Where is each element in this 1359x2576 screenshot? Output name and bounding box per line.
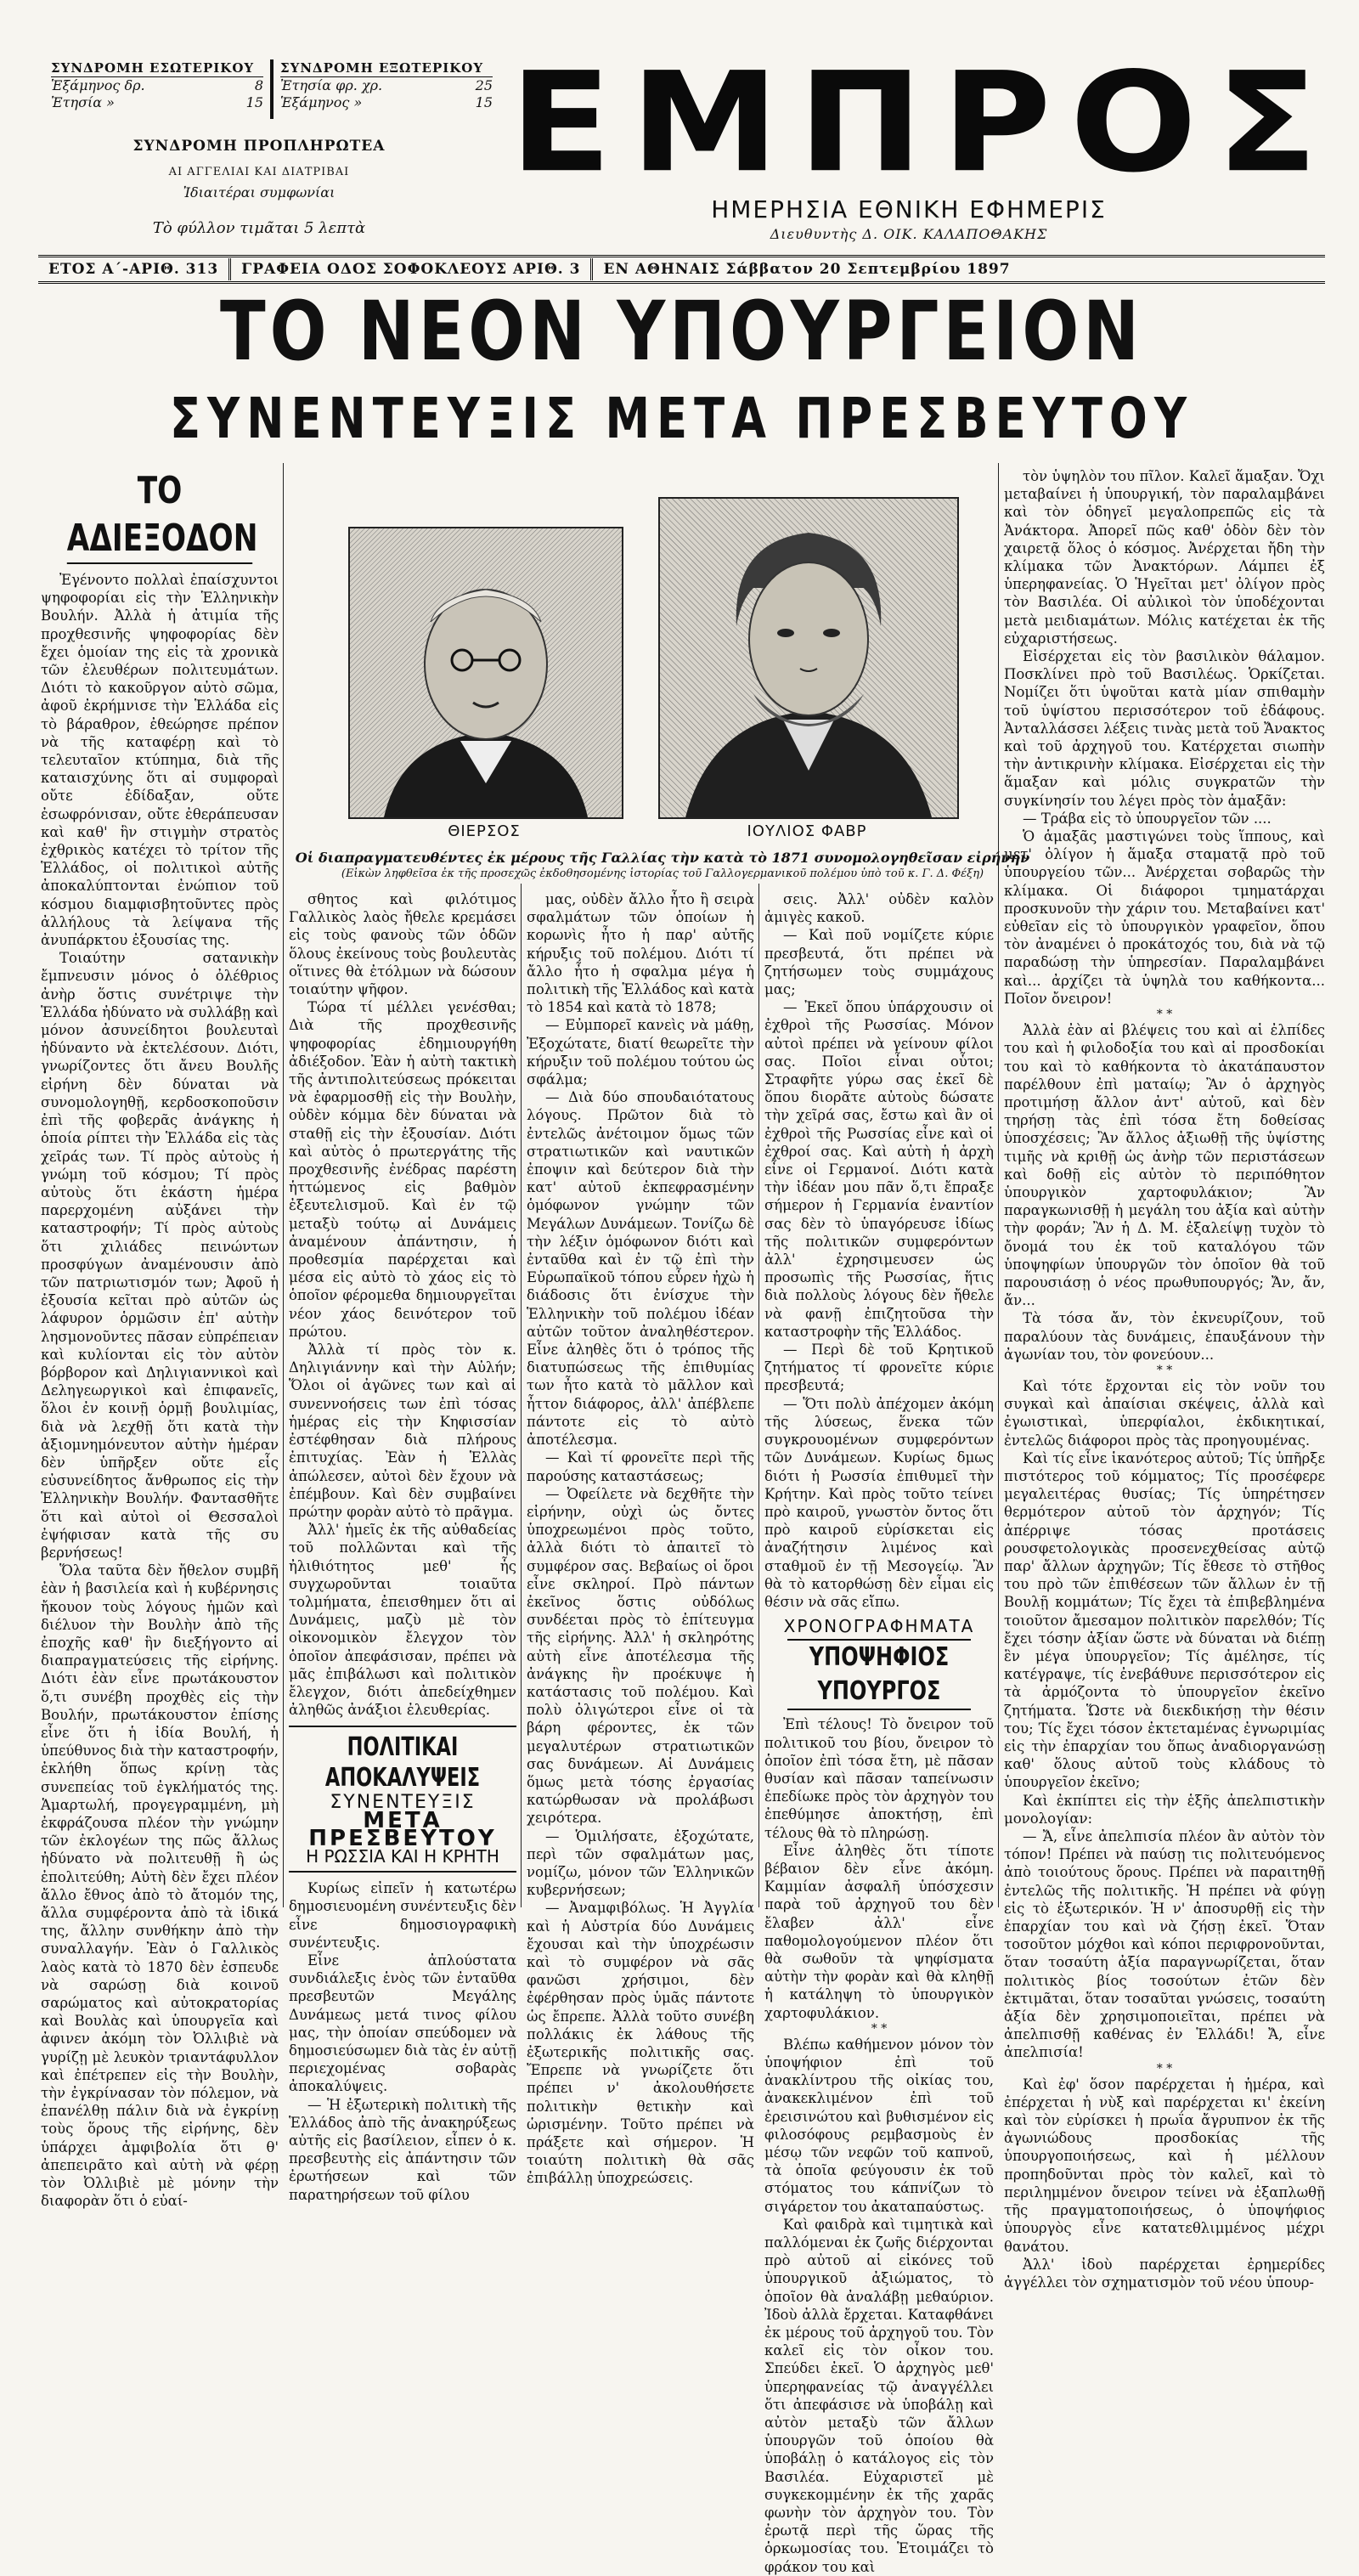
paragraph: Καὶ ἐφ' ὅσον παρέρχεται ἡ ἡμέρα, καὶ ἐπέρχεται ἡ νὺξ καὶ παρέρχεται κι' ἐκείνη καὶ τὸν εὑρίσκει ἡ πρωΐα ἄγρυπνον ἐκ τῆς ἀγωνιώδους προσδοκίας τῆς ὑπουργοποιήσεως, καὶ ἡ μέλλουν προπηδοῦνται πρὸς τὸν καλεῖ, καὶ τὸ περιλημμένον ὄνειρον τείνει νὰ ἐξαπλωθῇ τῆς πραγματοποιήσεως, ὁ ὑποψήφιος ὑπουργὸς εἶνε κατατεθλιμμένος μέχρι θανάτου. <box>1004 2076 1325 2255</box>
column-rule <box>521 884 522 1907</box>
paragraph: Ἀλλὰ τί πρὸς τὸν κ. Δηλιγιάννην καὶ τὴν Αὐλήν; Ὅλοι οἱ ἀγῶνες των καὶ αἱ συνεννοήσεις των ἐπὶ τόσας ἡμέρας εἰς τὴν Κηφισσίαν ἐστέφθησαν διὰ πλήρους ἐπιτυχίας. Ἐὰν ἡ Ἑλλὰς ἀπώλεσεν, αὐτοὶ δὲν ἔχουν νὰ ἐπέμβουν. Καὶ δὲν συμβαίνει πρώτην φορὰν αὐτὸ τὸ πρᾶγμα. <box>289 1342 516 1520</box>
issue-date: ΕΝ ΑΘΗΝΑΙΣ Σάββατον 20 Σεπτεμβρίου 1897 <box>603 261 1011 278</box>
portrait-thiers-engraving <box>350 528 622 817</box>
section-subtitle: ΣΥΝΕΝΤΕΥΞΙΣ <box>330 1792 476 1814</box>
subscription-label: Ἐτησία φρ. χρ. <box>280 77 383 93</box>
column-rule <box>283 463 284 1907</box>
subscription-prepaid: ΣΥΝΔΡΟΜΗ ΠΡΟΠΛΗΡΩΤΕΑ <box>133 138 386 155</box>
subscription-label: Ἑξάμηνος » <box>280 94 363 110</box>
column-2 <box>289 890 516 2203</box>
paragraph: Εἶνε ἀπλούστατα συνδιάλεξις ἑνὸς τῶν ἐνταῦθα πρεσβευτῶν Μεγάλης Δυνάμεως μετά τινος φίλου μας, τὴν ὁποίαν σπεύδομεν νὰ δημοσιεύσωμεν διὰ τὰς ἐν αὐτῇ περιεχομένας σοβαρὰς ἀποκαλύψεις. <box>289 1952 516 2095</box>
separator-stars: * * <box>871 2021 888 2036</box>
newspaper-logo: ΕΜΠΡΟΣ <box>510 42 1337 203</box>
column-4 <box>764 890 994 2575</box>
newspaper-subtitle: ΗΜΕΡΗΣΙΑ ΕΘΝΙΚΗ ΕΦΗΜΕΡΙΣ <box>711 195 1107 223</box>
portrait-favre <box>658 497 959 819</box>
subscription-row <box>280 94 493 111</box>
paragraph: — Ἄ, εἶνε ἀπελπισία πλέον ἂν αὐτὸν τὸν τόπον! Πρέπει νὰ παύσῃ τις πολιτευόμενος ἀπὸ τοιούτους ὅρους. Πρέπει νὰ παραιτηθῇ ἐντελῶς τῆς πολιτικῆς. Ἡ πρέπει νὰ φύγῃ εἰς τὸ ἐξωτερικόν. Ἡ ν' ἀποσυρθῇ εἰς τὴν ἐπαρχίαν του καὶ νὰ ζήσῃ ἐκεῖ. Ὅταν τοσοῦτον μόχθοι καὶ κόποι περιφρονοῦνται, ὅταν τοσαύτη ἀξία παραγνωρίζεται, ὅταν πολιτικὸς βίος τοσούτων ἐτῶν δὲν ἐκτιμᾶται, ὅταν τοσαῦται γνώσεις, τοσαύτη ἀξία δὲν χρησιμοποιεῖται, πρέπει νὰ ἀπελπισθῇ καθένας ἐν Ἑλλάδι! Ἄ, εἶνε ἀπελπισία! <box>1004 1828 1325 2061</box>
paragraph: Ἐγένοντο πολλαὶ ἐπαίσχυντοι ψηφοφορίαι εἰς τὴν Ἑλληνικὴν Βουλήν. Ἀλλὰ ἡ ἀτιμία τῆς προχθεσινῆς ψηφοφορίας δὲν ἔχει ὁμοίαν της εἰς τὰ χρονικὰ τῶν ἐλευθέρων πολιτευμάτων. Διότι τὸ κακοῦργον αὐτὸ σῶμα, ἀφοῦ ἐκρήμνισε τὴν Ἑλλάδα εἰς τὸ βάραθρον, ἐθεώρησε πρέπον νὰ τῆς καταφέρῃ καὶ τὸ τελευταῖον κτύπημα, διὰ τῆς καταισχύνης ὅτι αἱ συμφοραὶ οὔτε ἐδίδαξαν, οὔτε ἐσωφρόνισαν, οὔτε ἐθεράπευσαν καὶ καθ' ἣν στιγμὴν στρατὸς ἐχθρικὸς κατέχει τὸ τρίτον τῆς Ἑλλάδος, οἱ πολιτικοὶ αὐτῆς ἀποκαλύπτονται ἐνώπιον τοῦ κόσμου διαμφισβητοῦντες πρὸς ἀλλήλους τὰ λείψανα τῆς ἀνυπάρκτου ἐξουσίας της. <box>41 572 279 949</box>
office-address: ΓΡΑΦΕΙΑ ΟΔΟΣ ΣΟΦΟΚΛΕΟΥΣ ΑΡΙΘ. 3 <box>241 261 581 278</box>
paragraph: — Εὐμπορεῖ κανεὶς νὰ μάθῃ, Ἐξοχώτατε, διατί θεωρεῖτε τὴν κήρυξιν τοῦ πολέμου τούτου ὡς σφάλμα; <box>527 1017 754 1088</box>
paragraph: — Καὶ ποῦ νομίζετε κύριε πρεσβευτά, ὅτι πρέπει νὰ ζητήσωμεν τοὺς συμμάχους μας; <box>764 927 994 998</box>
paragraph: Ὁ ἁμαξᾶς μαστιγώνει τοὺς ἵππους, καὶ μετ' ὀλίγον ἡ ἅμαξα σταματᾷ πρὸ τοῦ ὑπουργείου τῶν... Ἀνέρχεται σοβαρῶς τὴν κλίμακα. Οἱ διάφοροι τμηματάρχαι προσκυνοῦν τὴν χάριν του. Μεταβαίνει κατ' εὐθεῖαν εἰς τὸ ὑπουργικὸν γραφεῖον, ὅπου τὸν ἀναμένει ὁ προκάτοχός του, διὰ νὰ τῷ παραδώσῃ τὴν ὑπηρεσίαν. Παραλαμβάνει καὶ... ἀρχίζει τὰ ὑψηλὰ του καθήκοντα... Ποῖον ὄνειρον! <box>1004 828 1325 1007</box>
column-rule <box>758 884 759 1907</box>
subscription-row <box>51 77 263 94</box>
column-1 <box>41 467 279 2210</box>
newspaper-director: Διευθυντὴς Δ. ΟΙΚ. ΚΑΛΑΠΟΘΑΚΗΣ <box>770 226 1048 242</box>
paragraph: — Τράβα εἰς τὸ ὑπουργεῖον τῶν .... <box>1023 810 1272 827</box>
article-title: ΤΟ ΑΔΙΕΞΟΔΟΝ <box>67 467 252 564</box>
paragraph: — Διὰ δύο σπουδαιότατους λόγους. Πρῶτον διὰ τὸ ἐντελῶς ἀνέτοιμον ὅμως τῶν στρατιωτικῶν καὶ ναυτικῶν ἐποψιν καὶ δεύτερον διὰ τὴν κατ' αὐτοῦ ἐκπεφρασμένην ὁμόφωνον γνώμην τῶν Μεγάλων Δυνάμεων. Τονίζω δὲ τὴν λέξιν ὁμόφωνον διότι καὶ ἐνταῦθα καὶ ἐν τῷ ἐπὶ τὴν Εὐρωπαϊκοῦ τόπου εὗρεν ἠχὼ ἡ διάδοσις ὅτι ἐνίσχυε τὴν Ἑλληνικὴν τοῦ πολέμου ἰδέαν αὐτῶν τοῦτον ἀναληθέστερον. Εἶνε ἀληθὲς ὅτι ὁ τρόπος τῆς διατυπώσεως τῆς ἐπιθυμίας των ἦτο κατὰ τὸ μᾶλλον καὶ ἦττον διάφορος, ἀλλ' ἀπέβλεπε πάντοτε εἰς τὸ αὐτὸ ἀποτέλεσμα. <box>527 1089 754 1449</box>
paragraph: — Ἐκεῖ ὅπου ὑπάρχουσιν οἱ ἐχθροὶ τῆς Ρωσσίας. Μόνον αὐτοὶ πρέπει νὰ γείνουν φίλοι σας. Ποῖοι εἶναι οὗτοι; Στραφῆτε γύρω σας ἐκεῖ δὲ ὅπου διορᾶτε αὐτοὺς δώσατε τὴν χεῖρά σας, ἔστω καὶ ἂν οἱ ἐχθροὶ τῆς Ρωσσίας εἶνε καὶ οἱ ἐχθροί σας. Καὶ αὐτὴ ἡ ἀρχὴ εἶνε οἱ Γερμανοί. Διότι κατὰ τὴν ἰδέαν μου πᾶν ὅ,τι ἔπραξε σήμερον ἡ Γερμανία ἐναντίον σας δὲν τὸ ὑπαγόρευσε ἰδίως τῆς πολιτικῶν συμφερόντων ἀλλ' ἐχρησιμευσεν ὡς προσωπὶς τῆς Ρωσσίας, ἥτις διὰ πολλοὺς λόγους δὲν ἤθελε νὰ φανῇ ἐπιζητοῦσα τὴν καταστροφὴν τῆς Ἑλλάδος. <box>764 999 994 1340</box>
paragraph: — Ὅτι πολὺ ἀπέχομεν ἀκόμη τῆς λύσεως, ἕνεκα τῶν συγκρουομένων συμφερόντων τῶν Δυνάμεων. Κυρίως δμως διότι ἡ Ρωσσία ἐπιθυμεῖ τὴν Κρήτην. Καὶ πρὸς τοῦτο τείνει πρὸ καιροῦ, γνωστὸν ὄντος ὅτι πρὸ καιροῦ εὑρίσκεται εἰς ἀναζήτησιν λιμένος καὶ σταθμοῦ ἐν τῇ Μεσογείῳ. Ἂν θὰ τὸ κατορθώσῃ δὲν εἶμαι εἰς θέσιν νὰ σᾶς εἴπω. <box>764 1395 994 1610</box>
paragraph: Ἀλλ' ἡμεῖς ἐκ τῆς αὐθαδείας τοῦ πολλῶνται καὶ τῆς ἠλιθιότητος μεθ' ἧς συγχωροῦνται τοιαῦτα τολμήματα, ἐπεισθημεν ὅτι αἱ Δυνάμεις, μαζὺ μὲ τὸν οἰκονομικὸν ἔλεγχον τὸν ὁποῖον ἀπεφάσισαν, πρέπει νὰ μᾶς ἐπιβάλωσι καὶ πολιτικὸν ἔλεγχον, διότι ἀπεδείχθημεν ἀληθῶς ἀνάξιοι ἐλευθερίας. <box>289 1522 516 1719</box>
paragraph: — Ὁμιλήσατε, ἐξοχώτατε, περὶ τῶν σφαλμάτων μας, νομίζω, μόνον τῶν Ἑλληνικῶν κυβερνήσεων; <box>527 1827 754 1899</box>
subscription-value: 15 <box>475 94 493 110</box>
paragraph: Βλέπω καθήμενον μόνον τὸν ὑποψήφιον ἐπὶ τοῦ ἀνακλίντρου τῆς οἰκίας του, ἀνακεκλιμένον ἐπὶ τοῦ ἐρεισινώτου καὶ βυθισμένον εἰς φιλοσόφους ρεμβασμοὺς ἐν μέσῳ τῶν νεφῶν τοῦ καπνοῦ, τὰ ὁποῖα φεύγουσιν ἐκ τοῦ στόματος του κάπνίζων τὸ σιγάρετον του ἀκαταπαύστως. <box>764 2036 994 2215</box>
separator-stars: * * <box>1156 2061 1173 2076</box>
subscription-value: 15 <box>245 94 263 110</box>
column-5 <box>1004 467 1325 2291</box>
paragraph: — Ἡ ἐξωτερικὴ πολιτικὴ τῆς Ἑλλάδος ἀπὸ τῆς ἀνακηρύξεως αὐτῆς εἰς βασίλειον, εἶπεν ὁ κ. πρεσβευτὴς εἰς ἀπάντησιν τῶν ἐρωτήσεων καὶ τῶν παρατηρήσεων τοῦ φίλου <box>289 2096 516 2203</box>
paragraph: Καὶ τότε ἔρχονται εἰς τὸν νοῦν του συγκαὶ καὶ ἀπαίσιαι σκέψεις, ἀλλὰ καὶ ἐγωιστικαὶ, ὑπερφίαλοι, ἐκδικητικαί, ἐντελῶς διάφοροι πρὸς τὰς προηγουμένας. <box>1004 1377 1325 1449</box>
subscription-external <box>280 59 493 111</box>
paragraph: Καὶ τίς εἶνε ἱκανότερος αὐτοῦ; Τίς ὑπῆρξε πιστότερος τοῦ κόμματος; Τίς προσέφερε μεγαλειτέρας θυσίας; Τίς ὑπηρέτησεν θερμότερον αὐτοῦ τὸν ἀρχηγόν; Τίς ἀπέρριψε τόσας προτάσεις ρουσφετολογικὰς προσενεχθείσας αὐτῷ παρ' ἄλλων ἀρχηγῶν; Τίς ἔθεσε τὸ στῆθος του πρὸ τῶν ἐπιθέσεων τῶν ἄλλων ἐν τῇ Βουλῇ κομμάτων; Τίς ἔχει τὰ ἐπιβεβλημένα τοιοῦτον ἄμεσαμον πολιτικὸν παρελθόν; Τίς ἔχει τόσην ἀξίαν ὥστε νὰ δύναται νὰ διέπῃ ἓν μέγα ὑπουργεῖον; Τίς ἀμέλησε, τίς κατέγραψε, τίς ἐνεβάθυνε περισσότερον εἰς τὰ ἀρμόζοντα τὸ ὑπουργεῖον ἐκεῖνο ζητήματα. Ὥστε νὰ διεκδικήσῃ τὴν θέσιν του; Τίς ἔχει τόσον ἐκτεταμένας ἐγνωριμίας εἰς τὴν ἐπαρχίαν του ὅπως ἀναδιοργανώσῃ καθ' ὅλους αὐτοῦ τοὺς κλάδους τὸ ὑπουργεῖον ἐκεῖνο; <box>1004 1449 1325 1791</box>
subscription-value: 25 <box>475 77 493 93</box>
main-headline: ΤΟ ΝΕΟΝ ΥΠΟΥΡΓΕΙΟΝ <box>220 284 1143 379</box>
subscription-external-head: ΣΥΝΔΡΟΜΗ ΕΞΩΤΕΡΙΚΟΥ <box>280 59 493 77</box>
paragraph: — Ἀναμφιβόλως. Ἡ Ἀγγλία καὶ ἡ Αὐστρία δύο Δυνάμεις ἔχουσαι καὶ τὴν ὑποχρέωσιν καὶ τὸ συμφέρον νὰ σᾶς φανῶσι χρήσιμοι, δὲν ἐφέρθησαν πρὸς ὑμᾶς πάντοτε ὡς ἔπρεπε. Ἀλλὰ τοῦτο συνέβη πολλάκις ἐκ λάθους τῆς ἐξωτερικῆς πολιτικῆς σας. Ἔπρεπε νὰ γνωρίζετε ὅτι πρέπει ν' ἀκολουθήσετε πολιτικὴν θετικὴν καὶ ὡρισμένην. Τοῦτο πρέπει νὰ πράξετε καὶ σήμερον. Ἡ τοιαύτη πολιτικὴ θὰ σᾶς ἐπιβάλλῃ ὑποχρεώσεις. <box>527 1900 754 2187</box>
paragraph: — Ὀφείλετε νὰ δεχθῆτε τὴν εἰρήνην, οὐχὶ ὡς ὄντες ὑποχρεωμένοι πρὸς τοῦτο, ἀλλὰ διότι τὸ ἀπαιτεῖ τὸ συμφέρον σας. Βεβαίως οἱ ὅροι εἶνε σκληροί. Πρὸ πάντων ἐκεῖνος ὅστις οὐδόλως συνδέεται πρὸς τὸ ἐπίτευγμα τῆς εἰρήνης. Ἀλλ' ἡ σκληρότης αὐτὴ εἶνε ἀποτέλεσμα τῆς ἀνάγκης ἣν προέκυψε ἡ κατάστασις τοῦ πολέμου. Καὶ πολὺ ὀλιγώτεροι εἶνε οἱ τὰ βάρη φέροντες, ἐκ τῶν μεγαλυτέρων στρατιωτικῶν σας δυνάμεων. Αἱ Δυνάμεις ὅμως μετὰ τόσης ἐργασίας κατώρθωσαν νὰ προλάβωσι χειρότερα. <box>527 1485 754 1827</box>
portrait-favre-engraving <box>660 499 957 817</box>
paragraph: Ἀλλ' ἰδοὺ παρέρχεται ἐρημερίδες ἀγγέλλει τὸν σχηματισμὸν τοῦ νέου ὑπουρ- <box>1004 2256 1325 2291</box>
masthead-divider <box>270 59 273 119</box>
separator-stars: * * <box>1156 1363 1173 1377</box>
paragraph: τὸν ὑψηλὸν του πῖλον. Καλεῖ ἅμαξαν. Ὄχι μεταβαίνει ἡ ὑπουργική, τὸν παραλαμβάνει καὶ τὸν ὁδηγεῖ μεγαλοπρεπῶς εἰς τὰ Ἀνάκτορα. Ἀπορεῖ πῶς καθ' ὁδὸν δὲν τὸν χαιρετᾷ ὅλος ὁ κόσμος. Ἀνέρχεται ἤδη τὴν κλίμακα τῶν Ἀνακτόρων. Λάμπει ἐξ ὑπερηφανείας. Ὁ Ἡγεῖται μετ' ὀλίγον πρὸς τὸν Βασιλέα. Οἱ αὐλικοὶ τὸν ὑποδέχονται μετὰ μειδιαμάτων. Μόλις κατέχεται ἐκ τῆς εὐχαριστήσεως. <box>1004 468 1325 647</box>
paragraph: Καὶ ἐκπίπτει εἰς τὴν ἑξῆς ἀπελπιστικὴν μονολογίαν: <box>1004 1792 1325 1827</box>
section-subtitle-2: ΜΕΤΑ ΠΡΕΣΒΕΥΤΟΥ <box>308 1807 497 1851</box>
paragraph: μας, οὐδὲν ἄλλο ἦτο ἢ σειρὰ σφαλμάτων τῶν ὁποίων ἡ κορωνὶς ἦτο ἡ παρ' αὐτῆς κήρυξις τοῦ πολέμου. Διότι τί ἄλλο ἦτο ἡ σφαλμα μέγα ἡ πολιτικὴ τῆς Ἑλλάδος καὶ κατὰ τὸ 1854 καὶ κατὰ τὸ 1878; <box>527 891 754 1016</box>
section-title: ΠΟΛΙΤΙΚΑΙ ΑΠΟΚΑΛΥΨΕΙΣ <box>324 1732 481 1794</box>
paragraph: Καὶ φαιδρὰ καὶ τιμητικὰ καὶ παλλόμεναι ἐκ ζωῆς διέρχονται πρὸ αὐτοῦ αἱ εἰκόνες τοῦ ὑπουργικοῦ ἀξιώματος, τὸ ὁποῖον θὰ ἀναλάβῃ μεθαύριον. Ἰδοὺ ἀλλὰ ἔρχεται. Καταφθάνει ἐκ μέρους τοῦ ἀρχηγοῦ του. Τὸν καλεῖ εἰς τὸν οἶκον του. Σπεύδει ἐκεῖ. Ὁ ἀρχηγὸς μεθ' ὑπερηφανείας τῷ ἀναγγέλλει ὅτι ἀπεφάσισε νὰ ὑποβάλῃ καὶ αὐτὸν μεταξὺ τῶν ἄλλων ὑπουργῶν τοῦ ὁποίου θὰ ὑποβάλῃ ὁ κατάλογος εἰς τὸν Βασιλέα. Εὐχαριστεῖ μὲ συγκεκομμένην ἐκ τῆς χαρᾶς φωνὴν τὸν ἀρχηγὸν του. Τὸν ἐρωτᾷ περὶ τῆς ὥρας τῆς ὁρκωμοσίας του. Ἑτοιμάζει τὸ φράκον του καὶ <box>764 2216 994 2575</box>
subscription-row <box>280 77 493 94</box>
paragraph: Τὰ τόσα ἄν, τὸν ἐκνευρίζουν, τοῦ παραλύουν τὰς δυνάμεις, ἐπαυξάνουν τὴν ἀγωνίαν του, τὸν φονεύουν... <box>1004 1310 1325 1363</box>
paragraph: Κυρίως εἰπεῖν ἡ κατωτέρω δημοσιευομένη συνέντευξις δὲν εἶνε δημοσιογραφικὴ συνέντευξις. <box>289 1880 516 1951</box>
column-rule <box>998 463 999 1907</box>
column-3 <box>527 890 754 2187</box>
portrait-right-name: ΙΟΥΛΙΟΣ ΦΑΒΡ <box>747 822 867 840</box>
article-title: ΥΠΟΨΗΦΙΟΣ ΥΠΟΥΡΓΟΣ <box>787 1639 971 1710</box>
paragraph: Εἶνε ἀληθὲς ὅτι τίποτε βέβαιον δὲν εἶνε ἀκόμη. Καμμίαν ἀσφαλῆ ὑπόσχεσιν παρὰ τοῦ ἀρχηγοῦ του δὲν ἔλαβεν ἀλλ' εἶνε παθομολογούμενον πλέον ὅτι θὰ σωθοῦν τὰ ψηφίσματα αὐτὴν τὴν φορὰν καὶ θὰ κληθῇ ἡ κατάληψη τὸ ὑπουργικὸν χαρτοφυλάκιον. <box>764 1842 994 2021</box>
section-title: ΧΡΟΝΟΓΡΑΦΗΜΑΤΑ <box>783 1616 975 1637</box>
subscription-internal-head: ΣΥΝΔΡΟΜΗ ΕΣΩΤΕΡΙΚΟΥ <box>51 59 263 77</box>
paragraph: Ἐπὶ τέλους! Τὸ ὄνειρον τοῦ πολιτικοῦ του βίου, ὄνειρον τὸ ὁποῖον ἐπὶ τόσα ἔτη, μὲ πᾶσαν θυσίαν καὶ πᾶσαν ταπείνωσιν ἐπεδίωκε πρὸς τὸν ἀρχηγὸν του ἐπεθύμησε ἀποκτήσῃ, ἐπὶ τέλους θὰ τὸ πληρώσῃ. <box>764 1716 994 1841</box>
paragraph: — Καὶ τί φρονεῖτε περὶ τῆς παρούσης καταστάσεως; <box>527 1449 754 1484</box>
subscription-row <box>51 94 263 111</box>
special-agreements: Ἰδιαιτέραι συμφωνίαι <box>183 184 336 201</box>
portrait-caption-source: (Εἰκὼν ληφθεῖσα ἐκ τῆς προσεχῶς ἐκδοθησομένης ἱστορίας τοῦ Γαλλογερμανικοῦ πολέμου ὑπὸ τοῦ κ. Γ. Δ. Φέξη) <box>341 867 984 880</box>
paragraph: Ἀλλὰ ἐὰν αἱ βλέψεις του καὶ αἱ ἐλπίδες του καὶ ἡ φιλοδοξία του καὶ αἱ προσδοκίαι του καὶ τὸ καθήκοντα τὸ ἀκατάπαυστον παρέλθουν ἐπὶ ματαίῳ; Ἂν ὁ ἀρχηγὸς προτιμήσῃ ἄλλον ἀντ' αὐτοῦ, καὶ δὲν τηρήσῃ τὰς ἐπὶ τόσα ἔτη δοθείσας ὑποσχέσεις; Ἂν ἄλλος ἀξιωθῇ τῆς ὑψίστης τιμῆς νὰ κριθῇ ὡς ἀνὴρ τῶν περιστάσεων καὶ δοθῇ εἰς αὐτὸν τὸ περιπόθητον ὑπουργικὸν χαρτοφυλάκιον; Ἂν παραγκωνισθῇ ἡ μεγάλη του ἀξία καὶ αὐτὴν τὴν φοράν; Ἂν ἡ Δ. Μ. ἐξαλείψῃ τυχὸν τὸ ὄνομά του ἐκ τοῦ καταλόγου τῶν ὑποψηφίων ὑπουργῶν τὸν ὁποῖον θὰ τοῦ παρουσιάσῃ ὁ νέος πρωθυπουργός; Ἄν, ἄν, ἄν... <box>1004 1022 1325 1309</box>
subscription-internal <box>51 59 263 111</box>
sub-headline: ΣΥΝΕΝΤΕΥΞΙΣ ΜΕΤΑ ΠΡΕΣΒΕΥΤΟΥ <box>169 386 1194 451</box>
section-header-box <box>289 1726 516 1873</box>
masthead <box>34 42 1337 242</box>
paragraph: Τοιαύτην σατανικὴν ἔμπνευσιν μόνος ὁ ὀλέθριος ἀνὴρ ὅστις συνέτριψε τὴν Ἑλλάδα ἠδύνατο νὰ συλλάβῃ καὶ μόνον ἀσυνείδητοι βουλευταὶ ἠδύναντο νὰ ἐκτελέσουν. Διότι, γνωρίζοντες ὅτι ἄνευ Βουλῆς εἰρήνη δὲν δύναται νὰ συνομολογηθῇ, κερδοσκοποῦσιν ἐπὶ τῆς φοβερᾶς ἀνάγκης ἡ ὁποία ρίπτει τὴν Ἑλλάδα εἰς τὰς χεῖράς των. Τί πρὸς αὐτοὺς ἡ γνώμη τοῦ κόσμου; Τί πρὸς αὐτοὺς ὅτι ἑκάστη ἡμέρα παρερχομένη αὐξάνει τὴν καταστροφήν; Τί πρὸς αὐτοὺς ὅτι χιλιάδες πεινώντων προσφύγων ἀναμένουσιν ἀπὸ τῶν πατριωτισμόν των; Ἀφοῦ ἡ ἐξουσία κεῖται πρὸ αὐτῶν ὡς λάφυρον ὁρμῶσιν ἐπ' αὐτὴν λησμονοῦντες πᾶσαν εὐπρέπειαν καὶ κυλίονται εἰς τὸν αὐτὸν βόρβορον καὶ Δηλιγιαννικοὶ καὶ Δεληγεωργικοὶ καὶ ἐπιφανεῖς, ὅλοι ἐν κοινῇ ὁρμῇ βουλιμίας, διὰ νὰ λεχθῇ ὅτι κατὰ τὴν ἀξιομνημόνευτον αὐτὴν ἡμέραν δὲν ὑπῆρξεν οὔτε εἷς εὐσυνείδητος ἄνθρωπος εἰς τὴν Ἑλληνικὴν Βουλήν. Φαντασθῆτε ὅτι καὶ αὐτοὶ οἱ Θεσσαλοὶ ἐψήφισαν κατὰ τῆς συ βερνήσεως! <box>41 950 279 1561</box>
paragraph: Εἰσέρχεται εἰς τὸν βασιλικὸν θάλαμον. Ποσκλίνει πρὸ τοῦ Βασιλέως. Ὁρκίζεται. Νομίζει ὅτι ὑψοῦται κατὰ μίαν σπιθαμὴν τοῦ ὑψίστου περισσότερον τοῦ ἐδάφους. Ἀνταλλάσσει λέξεις τινὰς μετὰ τοῦ Ἄνακτος καὶ τοῦ ἀρχηγοῦ του. Κατέρχεται σιωπὴν τὴν ἀντικρινὴν κλίμακα. Εἰσέρχεται εἰς τὴν ἅμαξαν καὶ μόλις συγκρατῶν τὴν συγκίνησίν του λέγει πρὸς τὸν ἁμαξᾶν: <box>1004 648 1325 809</box>
paragraph: σεις. Ἀλλ' οὐδὲν καλὸν ἀμιγὲς κακοῦ. <box>764 891 994 926</box>
paragraph: Ὅλα ταῦτα δὲν ἤθελον συμβῆ ἐὰν ἡ βασιλεία καὶ ἡ κυβέρνησις ἤκουον τοὺς λόγους ἡμῶν καὶ διέλυον τὴν Βουλὴν ἀπὸ τῆς ἐποχῆς καθ' ἣν διεξήγοντο αἱ διαπραγματεύσεις τῆς εἰρήνης. Διότι ἐὰν εἶνε πρωτάκουστον ὅ,τι συνέβη προχθὲς εἰς τὴν Βουλήν, πρωτάκουστον ἐπίσης εἶνε ὅτι ἡ ἰδία Βουλή, ἡ ὑπεύθυνος διὰ τὴν καταστροφήν, ἐκλήθη ὅπως κρίνῃ τὰς συνεπείας τοῦ ἐγκλήματός της. Ἁμαρτωλή, προγεγραμμένη, μὴ ἐκφράζουσα πλέον τὴν γνώμην τῶν ἐκλογέων της πῶς ἄλλως ἠδύνατο νὰ πολιτευθῇ ἢ ὡς ἐπολιτεύθη; Αὐτὴ δὲν ἔχει πλέον ἄλλο ἔθνος ἀπὸ τὸ ἄτομόν της, ἄλλα συμφέροντα ἀπὸ τὰ ἰδικά της, ἄλλην συνθήκην ἀπὸ τὴν συναλλαγήν. Ἐὰν ὁ Γαλλικὸς λαὸς κατὰ τὸ 1870 δὲν ἐσπευδε νὰ σαρώσῃ διὰ κοινοῦ σαρώματος καὶ αὐτοκρατορίας καὶ Βουλὰς καὶ ὑπουργεῖα καὶ ἀφινεν ἀκόμη τὸν Ὀλλιβιὲ νὰ γυρίζῃ μὲ λευκὸν τριαντάφυλλον καὶ ἐπέτρεπεν εἰς τὴν Βουλὴν, τὴν ἐγκρίνασαν τὸν πόλεμον, νὰ ἐπανέλθῃ πάλιν διὰ νὰ ἐγκρίνῃ τοὺς ὅρους τῆς εἰρήνης, δὲν ὑπάρχει ἀμφιβολία ὅτι θ' ἀπεπειρᾶτο καὶ αὐτὴ νὰ φέρῃ τὸν Ὀλλιβιὲ μὲ μόνην τὴν διαφορὰν ὅτι ὁ εὐαί- <box>41 1562 279 2210</box>
paragraph: σθητος καὶ φιλότιμος Γαλλικὸς λαὸς ἤθελε κρεμάσει εἰς τοὺς φανοὺς τῶν ὁδῶν ὅλους ἐκείνους τοὺς βουλευτὰς οἵτινες θὰ ἐτόλμων νὰ δώσουν τοιαύτην ψῆφον. <box>289 891 516 998</box>
subscription-label: Ἑξάμηνος δρ. <box>51 77 145 93</box>
portrait-left-name: ΘΙΕΡΣΟΣ <box>448 822 521 840</box>
separator-stars: * * <box>1156 1008 1173 1022</box>
ads-notice: ΑΙ ΑΓΓΕΛΙΑΙ ΚΑΙ ΔΙΑΤΡΙΒΑΙ <box>168 166 350 178</box>
paragraph: Τώρα τί μέλλει γενέσθαι; Διὰ τῆς προχθεσινῆς ψηφοφορίας ἐδημιουργήθη ἀδιέξοδον. Ἐὰν ἡ αὐτὴ τακτικὴ τῆς ἀντιπολιτεύσεως πρόκειται νὰ ἐφαρμοσθῇ εἰς τὴν Βουλὴν, οὐδὲν κόμμα δὲν δύναται νὰ σταθῇ εἰς τὴν ἐξουσίαν. Διότι καὶ αὐτὸς ὁ πρωτεργάτης τῆς προχθεσινῆς ἐνέδρας παρέστη ἡττώμενος εἰς βαθμὸν ἐξευτελισμοῦ. Καὶ ἐν τῷ μεταξὺ τούτῳ αἱ Δυνάμεις ἀναμένουν ἀπάντησιν, ἡ προθεσμία παρέρχεται καὶ μέσα εἰς αὐτὸ τὸ χάος εἰς τὸ ὁποῖον φέρομεθα δημιουργεῖται νέον χάος δεινότερον τοῦ πρώτου. <box>289 999 516 1340</box>
year-issue: ΕΤΟΣ Α΄-ΑΡΙΘ. 313 <box>48 261 219 278</box>
paragraph: — Περὶ δὲ τοῦ Κρητικοῦ ζητήματος τί φρονεῖτε κύριε πρεσβευτά; <box>764 1342 994 1394</box>
subscription-value: 8 <box>254 77 263 93</box>
subscription-label: Ἐτησία » <box>51 94 115 110</box>
issue-price: Τὸ φύλλον τιμᾶται 5 λεπτὰ <box>152 219 366 237</box>
portrait-caption: Οἱ διαπραγματευθέντες ἐκ μέρους τῆς Γαλλίας τὴν κατὰ τὸ 1871 συνομολογηθεῖσαν εἰρήνην <box>295 850 1030 866</box>
portrait-thiers <box>348 527 623 819</box>
info-bar <box>38 255 1325 284</box>
section-topic: Η ΡΩΣΣΙΑ ΚΑΙ Η ΚΡΗΤΗ <box>306 1845 499 1867</box>
